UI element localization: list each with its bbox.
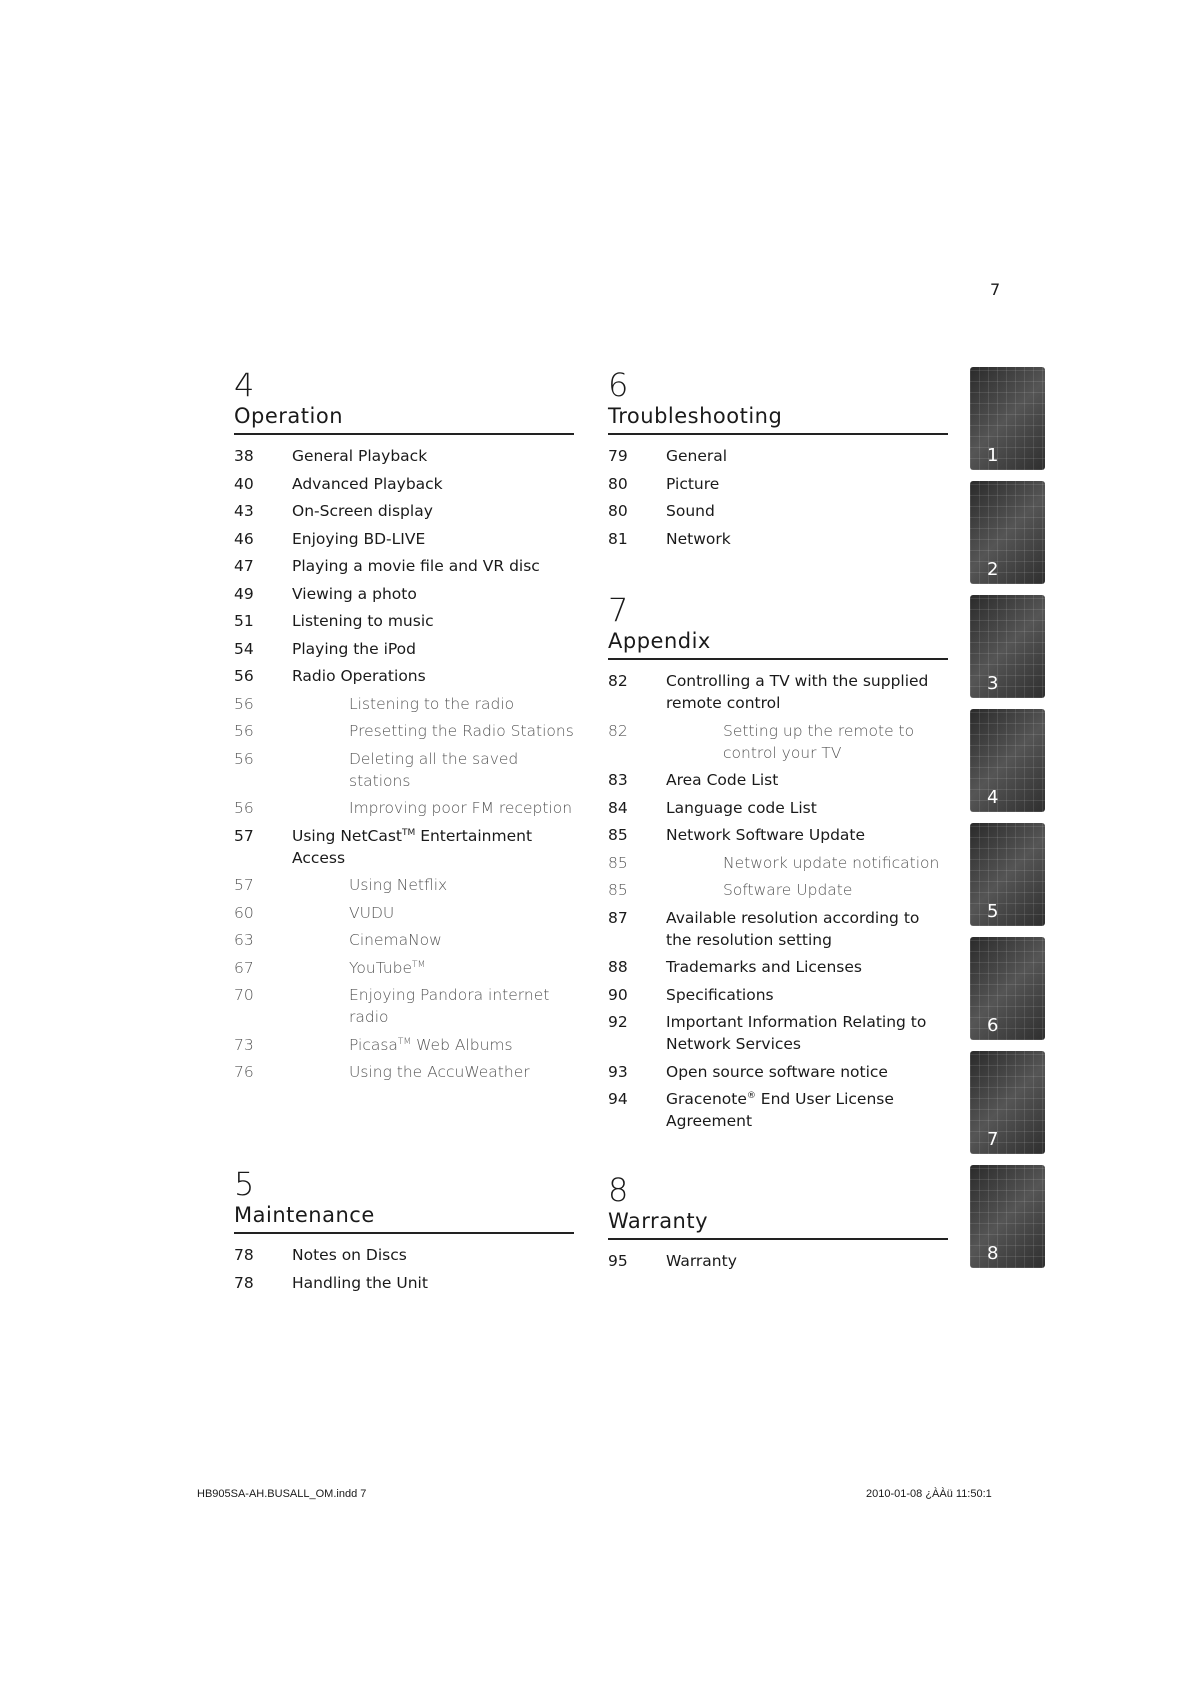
toc-title — [292, 693, 574, 715]
toc-title-text: Radio Operations — [292, 667, 426, 685]
toc-title-text: YouTube — [349, 958, 413, 977]
toc-title-text: Using the AccuWeather — [349, 1063, 530, 1081]
toc-page-number: 87 — [608, 908, 628, 927]
toc-page-number: 88 — [608, 958, 628, 976]
toc-title — [666, 1250, 948, 1272]
toc-entry[interactable] — [608, 670, 948, 714]
toc-subentry[interactable] — [234, 929, 574, 951]
toc-title — [666, 500, 948, 522]
toc-page-number: 47 — [234, 557, 254, 575]
chapter-tab-6[interactable] — [970, 937, 1045, 1040]
toc-entries — [608, 670, 948, 1132]
toc-subentry[interactable] — [608, 852, 948, 874]
toc-page-number: 49 — [234, 584, 254, 603]
toc-entry[interactable] — [608, 500, 948, 522]
toc-title — [666, 879, 948, 901]
toc-title — [292, 748, 574, 792]
chapter-tab-label: 7 — [987, 1129, 999, 1150]
toc-page-number: 80 — [608, 474, 628, 493]
toc-title-text: Playing a movie file and VR disc — [292, 557, 540, 575]
toc-entry[interactable] — [234, 665, 574, 687]
toc-title-text: Picasa — [349, 1035, 398, 1054]
toc-title — [292, 1034, 574, 1056]
toc-subentry[interactable] — [234, 748, 574, 792]
toc-title-text: Using NetCast — [292, 826, 402, 845]
toc-title-text: Entertainment Access — [292, 826, 533, 867]
toc-entry[interactable] — [234, 610, 574, 632]
toc-subentry[interactable] — [608, 720, 948, 764]
toc-entry[interactable] — [608, 473, 948, 495]
toc-title — [666, 473, 948, 495]
toc-entry[interactable] — [234, 473, 574, 495]
toc-title-text: Controlling a TV with the supplied remote control — [666, 672, 929, 712]
toc-entries — [234, 445, 574, 1083]
toc-title-text: Gracenote — [666, 1090, 747, 1108]
section-4 — [234, 367, 574, 1089]
toc-title-text: Picture — [666, 474, 720, 493]
toc-title — [666, 1088, 948, 1132]
chapter-tab-1[interactable] — [970, 367, 1045, 470]
toc-page-number: 40 — [234, 474, 254, 493]
toc-entry[interactable] — [608, 769, 948, 791]
toc-title-text: Sound — [666, 502, 715, 520]
section-8 — [608, 1172, 948, 1278]
toc-page-number: 56 — [234, 722, 254, 740]
toc-entry[interactable] — [608, 1088, 948, 1132]
toc-title — [666, 769, 948, 791]
toc-entry[interactable] — [234, 583, 574, 605]
chapter-tabs — [970, 367, 1045, 1279]
toc-page-number: 78 — [234, 1273, 254, 1292]
toc-title — [666, 445, 948, 467]
toc-page-number: 79 — [608, 447, 628, 465]
section-number: 7 — [608, 591, 630, 629]
toc-title — [666, 907, 948, 951]
section-title: Appendix — [608, 628, 948, 660]
toc-subentry[interactable] — [234, 984, 574, 1028]
toc-page-number: 80 — [608, 502, 628, 520]
toc-title — [292, 929, 574, 951]
page-number: 7 — [990, 280, 1001, 299]
toc-title-text: Available resolution according to the resolution setting — [666, 908, 920, 949]
toc-page-number: 63 — [234, 931, 254, 949]
toc-subentry[interactable] — [234, 720, 574, 742]
toc-entry[interactable] — [608, 797, 948, 819]
chapter-tab-label: 8 — [987, 1243, 999, 1264]
toc-title-text: Advanced Playback — [292, 474, 443, 493]
section-number: 5 — [234, 1165, 256, 1203]
toc-title-text: Setting up the remote to control your TV — [723, 721, 915, 762]
toc-title-text: Using Netflix — [349, 876, 448, 894]
toc-entries — [608, 445, 948, 550]
toc-page-number: 90 — [608, 985, 628, 1004]
toc-page-number: 38 — [234, 447, 254, 465]
toc-title — [666, 956, 948, 978]
toc-subentry[interactable] — [234, 797, 574, 819]
toc-subentry[interactable] — [234, 902, 574, 924]
chapter-tab-label: 6 — [987, 1015, 999, 1036]
toc-title — [292, 528, 574, 550]
trademark-mark: ® — [746, 1090, 756, 1101]
section-title: Warranty — [608, 1208, 948, 1240]
toc-subentry[interactable] — [234, 957, 574, 979]
trademark-mark: TM — [412, 959, 426, 970]
toc-title-text: Open source software notice — [666, 1062, 888, 1081]
toc-title-text: Notes on Discs — [292, 1246, 407, 1264]
toc-entry[interactable] — [608, 445, 948, 467]
toc-page-number: 67 — [234, 958, 254, 977]
toc-entry[interactable] — [608, 1011, 948, 1055]
toc-title-text: Language code List — [666, 798, 817, 817]
toc-title — [292, 720, 574, 742]
toc-title — [292, 902, 574, 924]
toc-title-text: General — [666, 447, 728, 465]
toc-entry[interactable] — [234, 445, 574, 467]
chapter-tab-2[interactable] — [970, 481, 1045, 584]
toc-entry[interactable] — [608, 824, 948, 846]
toc-page-number: 82 — [608, 721, 628, 740]
toc-page-number: 85 — [608, 881, 628, 899]
section-7 — [608, 592, 948, 1138]
toc-title — [292, 984, 574, 1028]
trademark-mark: TM — [402, 827, 416, 838]
toc-title — [292, 500, 574, 522]
toc-page-number: 60 — [234, 903, 254, 922]
toc-entry[interactable] — [608, 528, 948, 550]
section-6 — [608, 367, 948, 555]
toc-title-text: CinemaNow — [349, 931, 442, 949]
chapter-tab-4[interactable] — [970, 709, 1045, 812]
toc-title-text: Listening to the radio — [349, 694, 515, 713]
toc-title-text: VUDU — [349, 903, 395, 922]
toc-title-text: Deleting all the saved stations — [349, 749, 519, 790]
toc-title — [292, 825, 574, 869]
chapter-tab-label: 4 — [987, 787, 999, 808]
toc-page-number: 73 — [234, 1035, 254, 1054]
toc-title — [666, 984, 948, 1006]
toc-entries — [234, 1244, 574, 1294]
toc-title — [666, 852, 948, 874]
section-title: Operation — [234, 403, 574, 435]
toc-page-number: 82 — [608, 672, 628, 690]
toc-subentry[interactable] — [234, 693, 574, 715]
chapter-tab-label: 2 — [987, 559, 999, 580]
toc-entry[interactable] — [234, 500, 574, 522]
toc-page-number: 56 — [234, 667, 254, 685]
toc-title-text: On-Screen display — [292, 502, 433, 520]
footer-timestamp: 2010-01-08 ¿ÀÀü 11:50:1 — [866, 1488, 992, 1500]
toc-entry[interactable] — [234, 1272, 574, 1294]
toc-entry[interactable] — [234, 638, 574, 660]
chapter-tab-label: 5 — [987, 901, 999, 922]
footer-file-name: HB905SA-AH.BUSALL_OM.indd 7 — [197, 1488, 367, 1500]
section-number: 8 — [608, 1171, 630, 1209]
section-5 — [234, 1166, 574, 1299]
toc-title — [666, 720, 948, 764]
toc-title-text: Viewing a photo — [292, 584, 417, 603]
toc-page-number: 43 — [234, 502, 254, 520]
toc-page-number: 56 — [234, 694, 254, 713]
toc-title — [292, 874, 574, 896]
toc-title-text: Software Update — [723, 881, 853, 899]
toc-subentry[interactable] — [234, 874, 574, 896]
toc-title-text: Specifications — [666, 985, 774, 1004]
toc-page-number: 54 — [234, 639, 254, 658]
toc-title — [292, 957, 574, 979]
toc-entry[interactable] — [234, 825, 574, 869]
toc-title-text: Presetting the Radio Stations — [349, 722, 574, 740]
toc-title-text: Handling the Unit — [292, 1273, 428, 1292]
toc-page-number: 81 — [608, 529, 628, 548]
toc-entries — [608, 1250, 948, 1272]
toc-entry[interactable] — [608, 956, 948, 978]
toc-title — [292, 638, 574, 660]
toc-title — [292, 1272, 574, 1294]
toc-entry[interactable] — [234, 528, 574, 550]
chapter-tab-7[interactable] — [970, 1051, 1045, 1154]
toc-page-number: 92 — [608, 1013, 628, 1031]
toc-title-text: Enjoying Pandora internet radio — [349, 986, 550, 1026]
toc-subentry[interactable] — [234, 1034, 574, 1056]
toc-entry[interactable] — [608, 984, 948, 1006]
toc-page-number: 84 — [608, 798, 628, 817]
toc-page-number: 51 — [234, 612, 254, 630]
toc-page-number: 56 — [234, 799, 254, 817]
toc-page-number: 85 — [608, 853, 628, 872]
toc-title-text: Web Albums — [411, 1035, 513, 1054]
toc-title — [292, 1244, 574, 1266]
toc-page-number: 83 — [608, 771, 628, 789]
toc-title-text: Enjoying BD-LIVE — [292, 529, 426, 548]
toc-title-text: Warranty — [666, 1252, 737, 1270]
toc-title-text: Listening to music — [292, 612, 434, 630]
toc-page-number: 95 — [608, 1252, 628, 1270]
toc-title-text: Improving poor FM reception — [349, 799, 573, 817]
toc-entry[interactable] — [234, 1244, 574, 1266]
toc-entry[interactable] — [608, 1250, 948, 1272]
toc-entry[interactable] — [234, 555, 574, 577]
toc-title-text: Network — [666, 529, 731, 548]
toc-page-number: 85 — [608, 826, 628, 844]
chapter-tab-label: 1 — [987, 445, 999, 466]
toc-title-text: Area Code List — [666, 771, 779, 789]
toc-page-number: 94 — [608, 1090, 628, 1108]
toc-subentry[interactable] — [234, 1061, 574, 1083]
toc-title — [666, 528, 948, 550]
chapter-tab-8[interactable] — [970, 1165, 1045, 1268]
toc-title — [292, 445, 574, 467]
toc-page-number: 70 — [234, 986, 254, 1004]
toc-page-number: 76 — [234, 1063, 254, 1081]
toc-title-text: Network Software Update — [666, 826, 866, 844]
toc-page-number: 57 — [234, 826, 254, 845]
chapter-tab-3[interactable] — [970, 595, 1045, 698]
trademark-mark: TM — [397, 1036, 412, 1047]
section-title: Troubleshooting — [608, 403, 948, 435]
toc-title-text: Trademarks and Licenses — [666, 958, 862, 976]
toc-title-text: End User License Agreement — [666, 1090, 894, 1130]
chapter-tab-label: 3 — [987, 673, 999, 694]
toc-title — [666, 1061, 948, 1083]
toc-title — [292, 583, 574, 605]
toc-title — [292, 555, 574, 577]
toc-title — [292, 473, 574, 495]
toc-page-number: 93 — [608, 1062, 628, 1081]
section-number: 6 — [608, 366, 630, 404]
toc-title-text: Network update notification — [723, 853, 940, 872]
toc-title — [666, 1011, 948, 1055]
toc-title-text: General Playback — [292, 447, 428, 465]
toc-page-number: 56 — [234, 749, 254, 768]
toc-title — [666, 824, 948, 846]
toc-page-number: 57 — [234, 876, 254, 894]
chapter-tab-5[interactable] — [970, 823, 1045, 926]
toc-title — [292, 610, 574, 632]
toc-entry[interactable] — [608, 1061, 948, 1083]
toc-title — [292, 797, 574, 819]
section-number: 4 — [234, 366, 256, 404]
toc-title — [666, 670, 948, 714]
toc-title-text: Important Information Relating to Network Services — [666, 1013, 927, 1053]
toc-title — [292, 1061, 574, 1083]
toc-page-number: 78 — [234, 1246, 254, 1264]
toc-title — [666, 797, 948, 819]
toc-entry[interactable] — [608, 907, 948, 951]
toc-title-text: Playing the iPod — [292, 639, 417, 658]
section-title: Maintenance — [234, 1202, 574, 1234]
toc-subentry[interactable] — [608, 879, 948, 901]
toc-title — [292, 665, 574, 687]
toc-page-number: 46 — [234, 529, 254, 548]
